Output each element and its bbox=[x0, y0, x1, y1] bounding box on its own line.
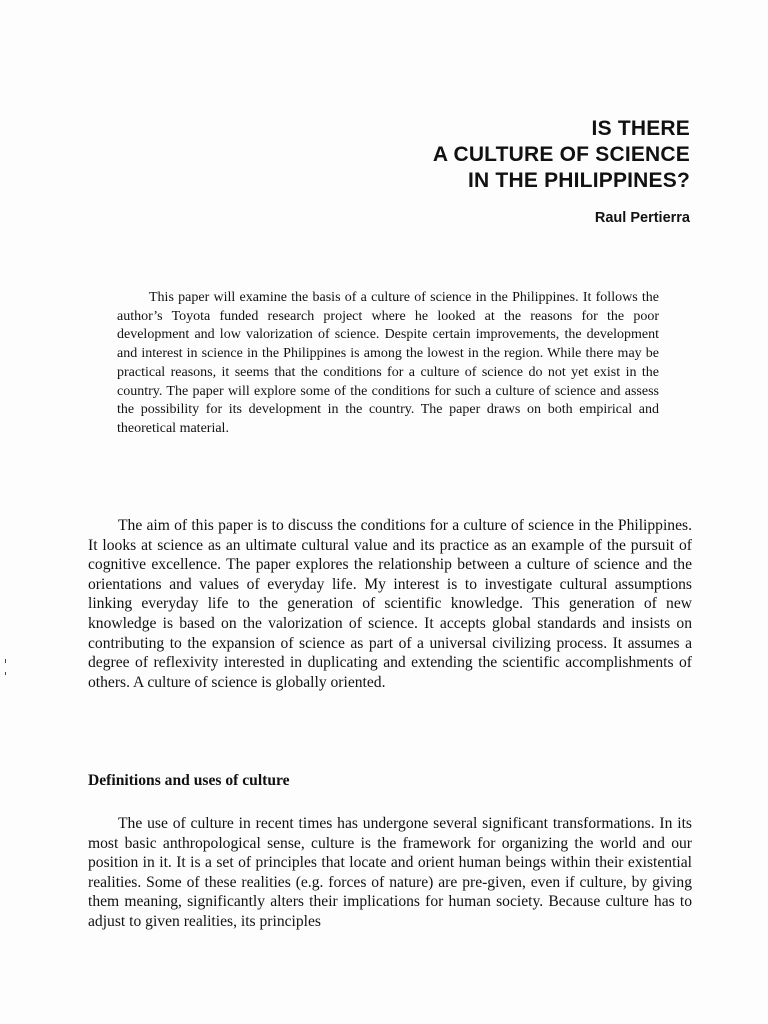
title-line-2: A CULTURE OF SCIENCE bbox=[432, 143, 690, 166]
abstract: This paper will examine the basis of a culture of science in the Philippines. It follows the author’s Toyota funded research project where he looked at the reasons for the poor development and low valorization of science. Despite certain improvements, the development and interest in science in the Philippines is among the lowest in the region. While there may be practical reasons, it seems that the conditions for a culture of science do not yet exist in the country. The paper will explore some of the conditions for such a culture of science and assess the possibility for its development in the country. The paper draws on both empirical and theoretical material. bbox=[117, 290, 659, 436]
scan-artifact bbox=[5, 659, 6, 663]
scan-artifact bbox=[5, 672, 6, 675]
title-line-1: IS THERE bbox=[591, 117, 690, 140]
title-line-3: IN THE PHILIPPINES? bbox=[468, 169, 690, 192]
body-paragraph-1: The aim of this paper is to discuss the conditions for a culture of science in the Philippines. It looks at science as an ultimate cultural value and its practice as an example of the pursuit of cognitive excellence. The paper explores the relationship between a culture of science and the orientations and values of everyday life. My interest is to investigate cultural assumptions linking everyday life to the generation of scientific knowledge. This generation of new knowledge is based on the valorization of science. It accepts global standards and insists on contributing to the expansion of science as part of a universal civilizing process. It assumes a degree of reflexivity interested in duplicating and extending the scientific accomplishments of others. A culture of science is globally oriented. bbox=[88, 517, 692, 691]
body-paragraph-2: The use of culture in recent times has undergone several significant transformations. In its most basic anthropological sense, culture is the framework for organizing the world and our position in it. It is a set of principles that locate and orient human beings within their existential realities. Some of these realities (e.g. forces of nature) are pre-given, even if culture, by giving them meaning, significantly alters their implications for human society. Because culture has to adjust to given realities, its principles bbox=[88, 815, 692, 930]
section-heading: Definitions and uses of culture bbox=[88, 772, 290, 789]
article-title bbox=[433, 116, 690, 194]
author-name: Raul Pertierra bbox=[594, 210, 690, 226]
